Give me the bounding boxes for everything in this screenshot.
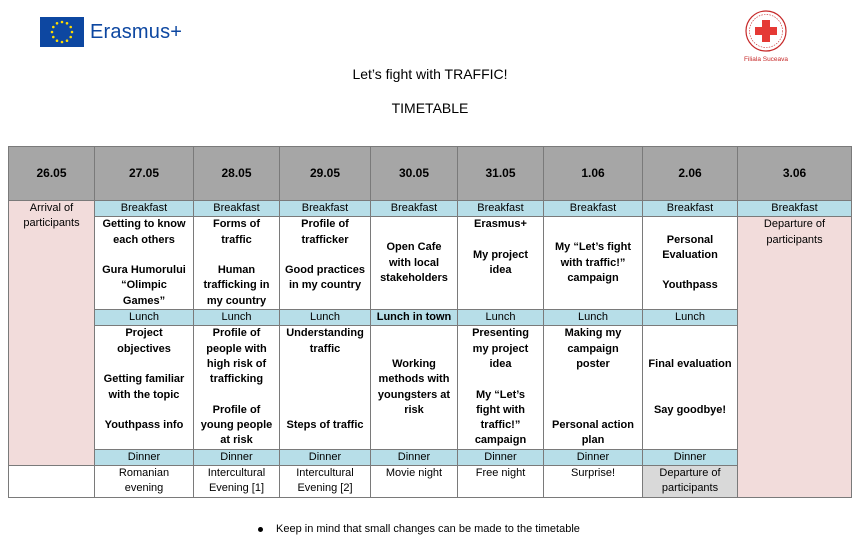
date-cell: 27.05	[95, 147, 194, 201]
date-cell: 1.06	[544, 147, 643, 201]
date-cell: 30.05	[371, 147, 458, 201]
dinner-cell: Dinner	[643, 449, 738, 465]
lunch-cell: Lunch	[95, 310, 194, 326]
afternoon-activity: Presenting my project idea My “Let’s fight with traffic!” campaign	[458, 326, 544, 449]
date-cell: 29.05	[280, 147, 371, 201]
lunch-cell: Lunch	[544, 310, 643, 326]
footnote	[258, 523, 580, 535]
morning-activity: Personal Evaluation Youthpass	[643, 217, 738, 310]
date-cell: 26.05	[9, 147, 95, 201]
date-cell: 31.05	[458, 147, 544, 201]
breakfast-cell: Breakfast	[371, 201, 458, 217]
afternoon-activity: Making my campaign poster Personal action plan	[544, 326, 643, 449]
page-title: Let’s fight with TRAFFIC!	[352, 66, 508, 82]
lunch-cell: Lunch	[280, 310, 371, 326]
afternoon-activity: Profile of people with high risk of trafficking Profile of young people at risk	[194, 326, 280, 449]
evening-row	[9, 466, 852, 498]
footnote-text: Keep in mind that small changes can be made to the timetable	[276, 523, 580, 535]
evening-activity: Intercultural Evening [2]	[280, 466, 371, 498]
afternoon-activity: Working methods with youngsters at risk	[371, 326, 458, 449]
date-cell: 2.06	[643, 147, 738, 201]
dinner-cell: Dinner	[544, 449, 643, 465]
morning-activity: Erasmus+ My project idea	[458, 217, 544, 310]
morning-activity: My “Let’s fight with traffic!” campaign	[544, 217, 643, 310]
morning-activity: Getting to know each others Gura Humorului “Olimpic Games”	[95, 217, 194, 310]
morning-activity: Forms of traffic Human trafficking in my country	[194, 217, 280, 310]
evening-empty-cell	[9, 466, 95, 498]
dinner-cell: Dinner	[458, 449, 544, 465]
breakfast-cell: Breakfast	[643, 201, 738, 217]
departure-cell: Departure of participants	[738, 217, 852, 497]
red-cross-caption: Filiala Suceava	[743, 56, 789, 63]
arrival-cell: Arrival of participants	[9, 201, 95, 466]
dinner-cell: Dinner	[371, 449, 458, 465]
evening-activity: Free night	[458, 466, 544, 498]
afternoon-activity: Final evaluation Say goodbye!	[643, 326, 738, 449]
date-header-row	[9, 147, 852, 201]
dinner-cell: Dinner	[95, 449, 194, 465]
afternoon-row	[9, 326, 852, 449]
date-cell: 28.05	[194, 147, 280, 201]
morning-row	[9, 217, 852, 310]
dinner-cell: Dinner	[194, 449, 280, 465]
lunch-cell: Lunch	[643, 310, 738, 326]
breakfast-cell: Breakfast	[544, 201, 643, 217]
red-cross-icon	[742, 9, 790, 53]
breakfast-cell: Breakfast	[95, 201, 194, 217]
evening-activity: Surprise!	[544, 466, 643, 498]
evening-activity: Intercultural Evening [1]	[194, 466, 280, 498]
red-cross-logo	[740, 9, 792, 63]
lunch-row	[9, 310, 852, 326]
lunch-cell: Lunch	[458, 310, 544, 326]
timetable	[8, 146, 852, 498]
breakfast-cell: Breakfast	[280, 201, 371, 217]
dinner-row	[9, 449, 852, 465]
page-subtitle: TIMETABLE	[391, 100, 469, 116]
date-cell: 3.06	[738, 147, 852, 201]
dinner-cell: Dinner	[280, 449, 371, 465]
evening-activity: Romanian evening	[95, 466, 194, 498]
bullet-icon	[258, 527, 263, 532]
afternoon-activity: Understanding traffic Steps of traffic	[280, 326, 371, 449]
eu-flag-icon	[40, 17, 84, 47]
evening-activity: Departure of participants	[643, 466, 738, 498]
erasmus-logo	[40, 17, 182, 47]
breakfast-cell: Breakfast	[738, 201, 852, 217]
breakfast-row	[9, 201, 852, 217]
lunch-cell: Lunch in town	[371, 310, 458, 326]
morning-activity: Open Cafe with local stakeholders	[371, 217, 458, 310]
evening-activity: Movie night	[371, 466, 458, 498]
breakfast-cell: Breakfast	[458, 201, 544, 217]
morning-activity: Profile of trafficker Good practices in my country	[280, 217, 371, 310]
lunch-cell: Lunch	[194, 310, 280, 326]
erasmus-wordmark: Erasmus+	[90, 20, 183, 43]
afternoon-activity: Project objectives Getting familiar with the topic Youthpass info	[95, 326, 194, 449]
breakfast-cell: Breakfast	[194, 201, 280, 217]
